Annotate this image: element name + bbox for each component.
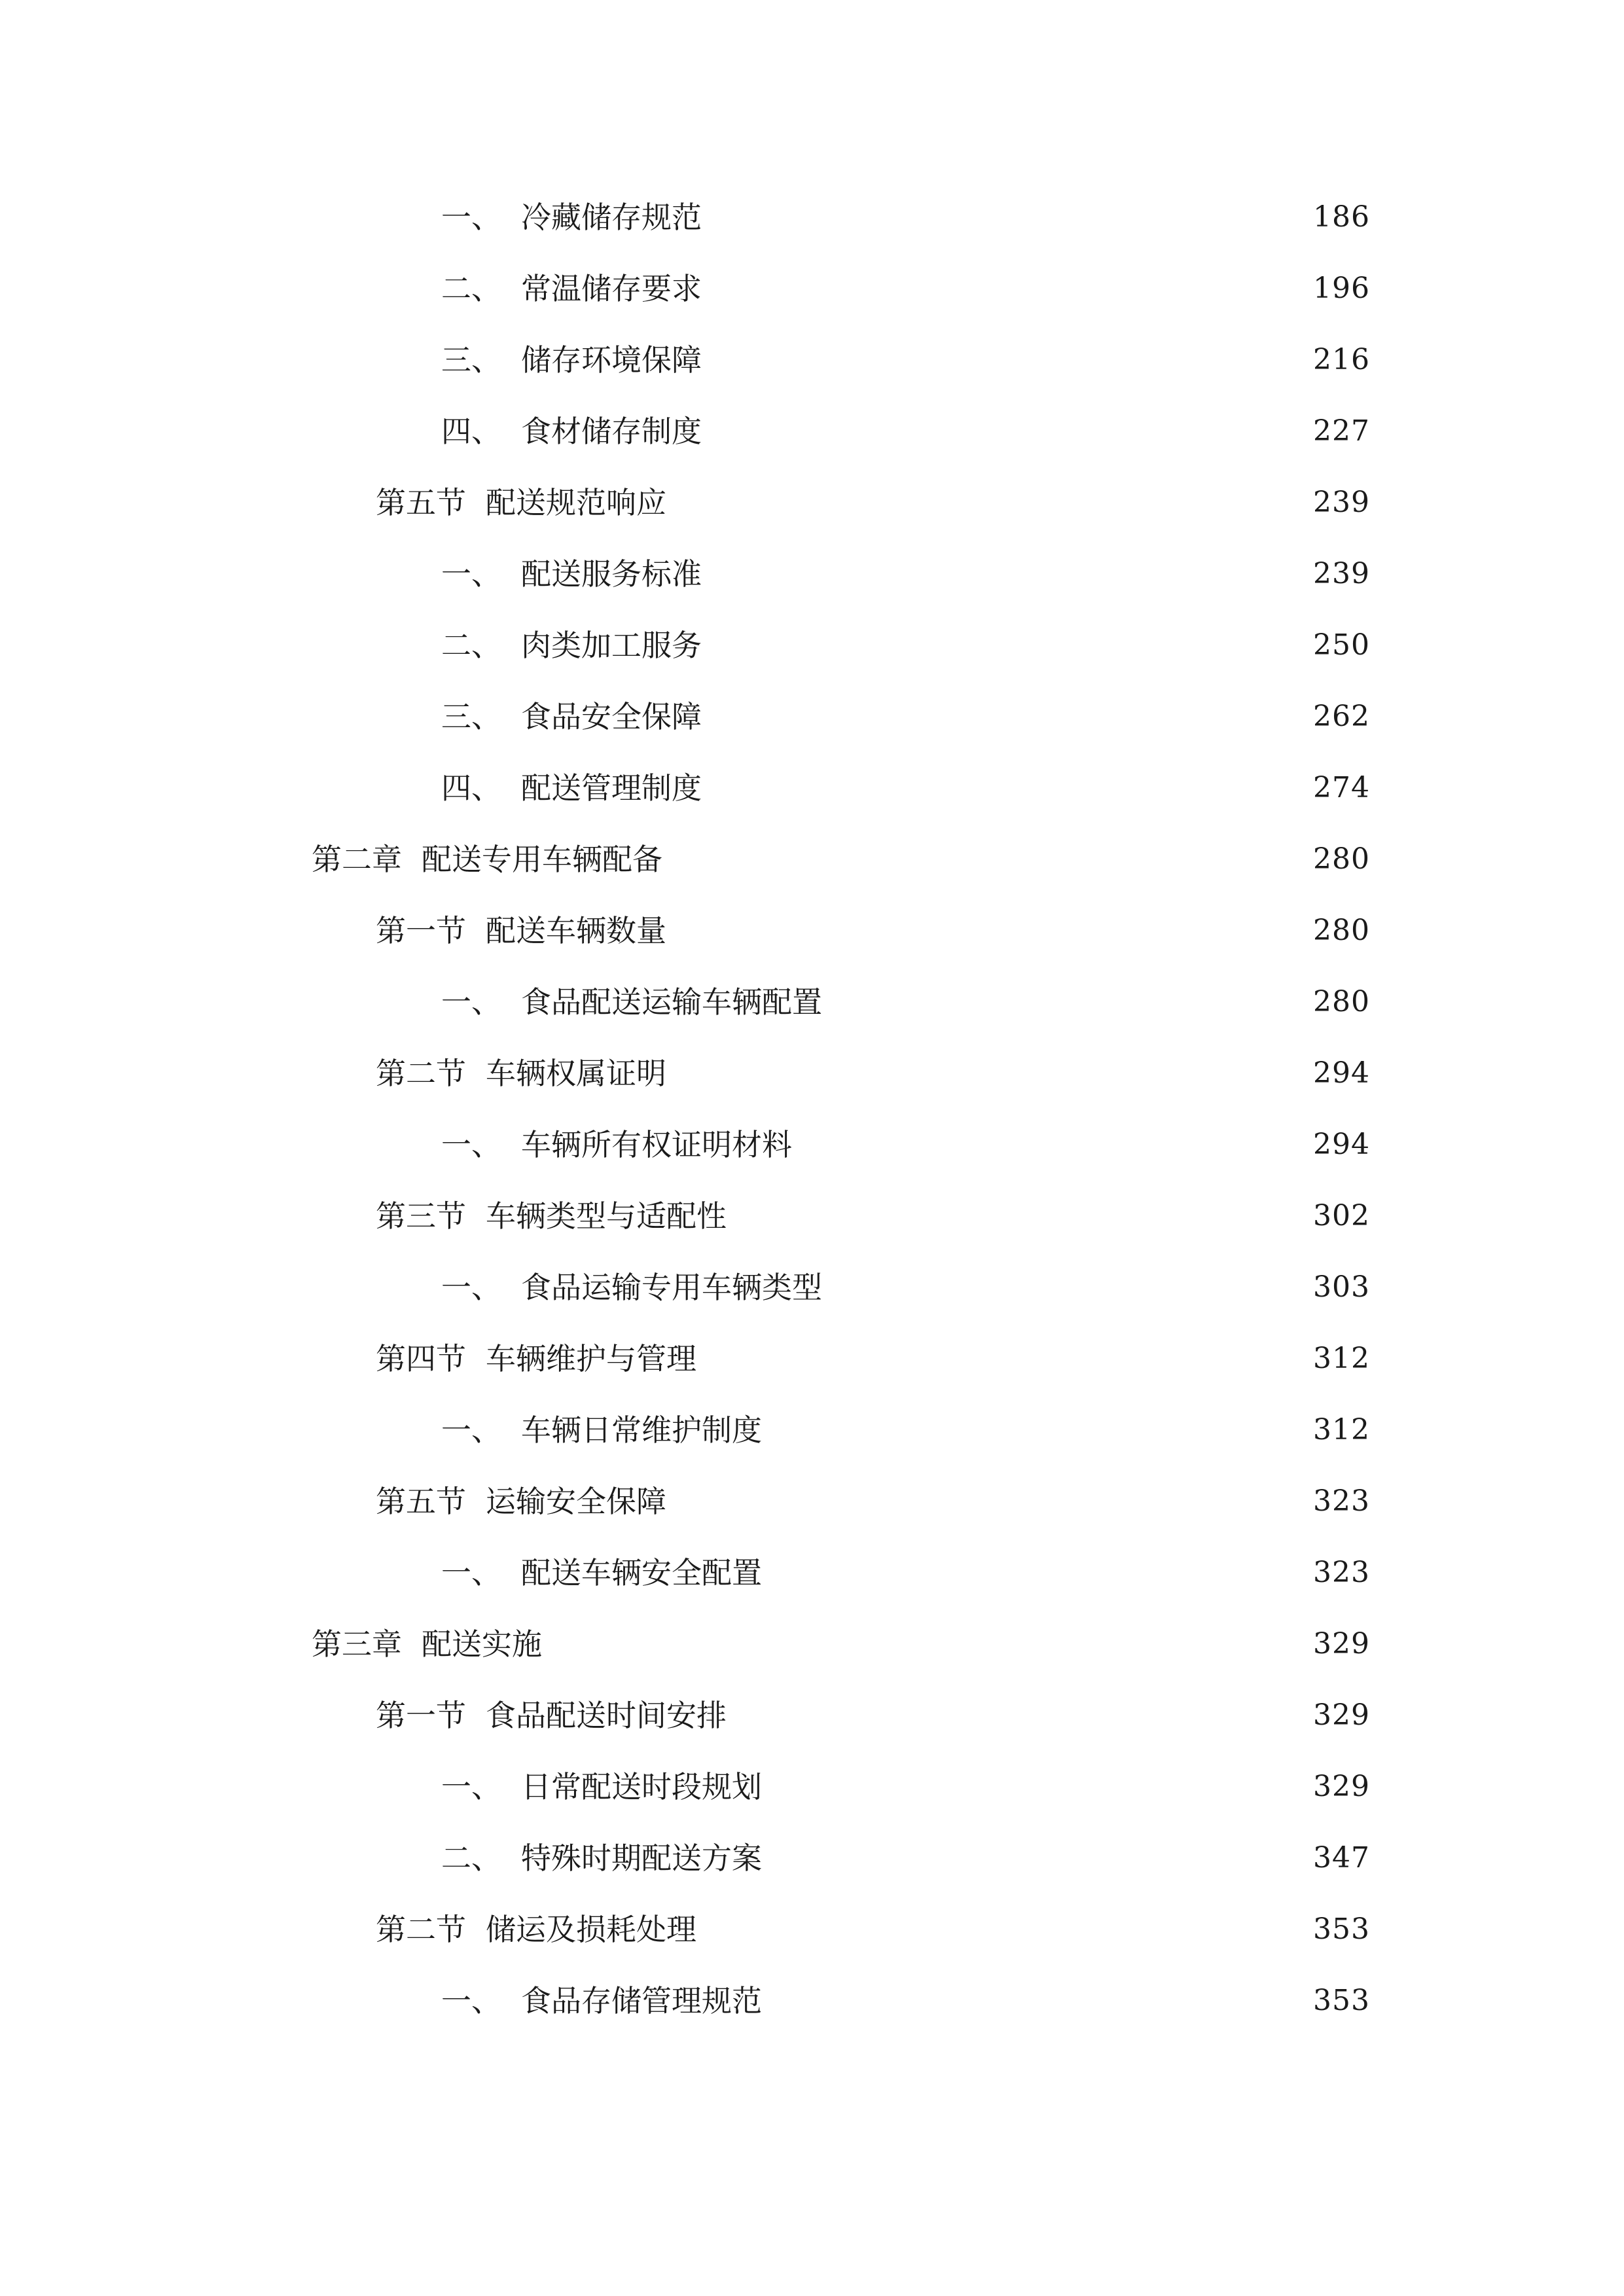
dot-leader <box>669 833 1304 886</box>
page-number: 347 <box>1313 1841 1370 1874</box>
toc-entry[interactable] <box>441 334 1370 386</box>
toc-entry[interactable] <box>441 548 1370 600</box>
page-number: 329 <box>1313 1770 1370 1803</box>
dot-leader <box>829 976 1304 1028</box>
entry-title: 配送车辆数量 <box>486 913 666 948</box>
entry-number: 第五节 <box>376 485 466 520</box>
entry-number: 第二章 <box>312 842 402 877</box>
dot-leader <box>708 691 1304 743</box>
entry-number: 第三节 <box>376 1198 466 1234</box>
page-number: 239 <box>1313 486 1370 519</box>
entry-number: 第二节 <box>376 1056 466 1091</box>
entry-title: 运输安全保障 <box>486 1484 666 1519</box>
entry-number: 一、 <box>441 1270 501 1305</box>
entry-number: 第五节 <box>376 1484 466 1519</box>
entry-number: 四、 <box>441 770 501 806</box>
toc-entry[interactable] <box>441 762 1370 814</box>
entry-number: 一、 <box>441 1983 501 2018</box>
page-number: 294 <box>1313 1128 1370 1161</box>
dot-leader <box>673 1047 1304 1100</box>
entry-number: 第一节 <box>376 1698 466 1733</box>
entry-title: 日常配送时段规划 <box>521 1769 762 1804</box>
entry-number: 一、 <box>441 200 501 235</box>
page-number: 274 <box>1313 771 1370 804</box>
toc-entry[interactable] <box>376 1475 1370 1528</box>
entry-title: 车辆权属证明 <box>486 1056 666 1091</box>
entry-title: 食品安全保障 <box>521 699 702 734</box>
dot-leader <box>733 1689 1304 1742</box>
page-number: 196 <box>1313 272 1370 305</box>
page-number: 302 <box>1313 1199 1370 1232</box>
dot-leader <box>673 905 1304 957</box>
toc-entry[interactable] <box>441 1404 1370 1456</box>
entry-title: 食材储存制度 <box>521 414 702 449</box>
entry-title: 车辆日常维护制度 <box>521 1412 762 1448</box>
page-number: 312 <box>1313 1413 1370 1446</box>
page-number: 280 <box>1313 914 1370 947</box>
page-number: 280 <box>1313 985 1370 1018</box>
entry-title: 储运及损耗处理 <box>486 1912 696 1947</box>
toc-entry[interactable] <box>312 1618 1370 1670</box>
page-number: 262 <box>1313 700 1370 733</box>
toc-entry[interactable] <box>376 1689 1370 1742</box>
entry-number: 一、 <box>441 556 501 592</box>
entry-title: 特殊时期配送方案 <box>521 1840 762 1876</box>
page-number: 294 <box>1313 1056 1370 1090</box>
entry-title: 车辆维护与管理 <box>486 1341 696 1376</box>
toc-entry[interactable] <box>441 1832 1370 1884</box>
entry-title: 储存环境保障 <box>521 342 702 378</box>
dot-leader <box>733 1190 1304 1242</box>
entry-title: 配送专用车辆配备 <box>422 842 662 877</box>
entry-title: 肉类加工服务 <box>521 628 702 663</box>
page-number: 280 <box>1313 842 1370 876</box>
dot-leader <box>708 619 1304 672</box>
page-number: 216 <box>1313 343 1370 376</box>
toc-entry[interactable] <box>441 1261 1370 1314</box>
toc-entry[interactable] <box>376 1903 1370 1956</box>
dot-leader <box>549 1618 1304 1670</box>
toc-entry[interactable] <box>312 833 1370 886</box>
entry-title: 冷藏储存规范 <box>521 200 702 235</box>
entry-number: 一、 <box>441 1412 501 1448</box>
page-number: 329 <box>1313 1627 1370 1660</box>
entry-number: 一、 <box>441 984 501 1020</box>
page-number: 312 <box>1313 1342 1370 1375</box>
dot-leader <box>708 334 1304 386</box>
page-number: 250 <box>1313 628 1370 662</box>
page-number: 323 <box>1313 1556 1370 1589</box>
dot-leader <box>703 1333 1304 1385</box>
page-number: 329 <box>1313 1698 1370 1732</box>
toc-entry[interactable] <box>376 476 1370 529</box>
entry-number: 四、 <box>441 414 501 449</box>
toc-entry[interactable] <box>441 619 1370 672</box>
dot-leader <box>708 548 1304 600</box>
entry-title: 食品配送时间安排 <box>486 1698 727 1733</box>
dot-leader <box>708 191 1304 243</box>
entry-title: 食品配送运输车辆配置 <box>521 984 822 1020</box>
entry-title: 常温储存要求 <box>521 271 702 306</box>
toc-entry[interactable] <box>441 1975 1370 2027</box>
dot-leader <box>829 1261 1304 1314</box>
toc-entry[interactable] <box>441 1761 1370 1813</box>
page-number: 353 <box>1313 1912 1370 1946</box>
dot-leader <box>768 1975 1304 2027</box>
toc-entry[interactable] <box>441 191 1370 243</box>
entry-number: 三、 <box>441 342 501 378</box>
dot-leader <box>708 405 1304 457</box>
entry-title: 配送管理制度 <box>521 770 702 806</box>
toc-entry[interactable] <box>441 691 1370 743</box>
toc-entry[interactable] <box>441 1119 1370 1171</box>
toc-entry[interactable] <box>441 1547 1370 1599</box>
toc-entry[interactable] <box>376 1047 1370 1100</box>
toc-entry[interactable] <box>441 976 1370 1028</box>
entry-title: 配送规范响应 <box>486 485 666 520</box>
entry-number: 第三章 <box>312 1626 402 1662</box>
entry-title: 车辆类型与适配性 <box>486 1198 727 1234</box>
entry-number: 二、 <box>441 628 501 663</box>
entry-number: 一、 <box>441 1555 501 1590</box>
toc-entry[interactable] <box>441 262 1370 315</box>
dot-leader <box>708 762 1304 814</box>
entry-number: 二、 <box>441 271 501 306</box>
dot-leader <box>673 476 1304 529</box>
page-number: 227 <box>1313 414 1370 448</box>
dot-leader <box>708 262 1304 315</box>
dot-leader <box>673 1475 1304 1528</box>
dot-leader <box>768 1832 1304 1884</box>
page-number: 239 <box>1313 557 1370 590</box>
page-number: 303 <box>1313 1270 1370 1304</box>
toc-entry[interactable] <box>441 405 1370 457</box>
dot-leader <box>768 1761 1304 1813</box>
entry-title: 车辆所有权证明材料 <box>521 1127 792 1162</box>
page-number: 186 <box>1313 200 1370 234</box>
dot-leader <box>799 1119 1304 1171</box>
entry-title: 配送服务标准 <box>521 556 702 592</box>
entry-number: 第二节 <box>376 1912 466 1947</box>
entry-title: 配送车辆安全配置 <box>521 1555 762 1590</box>
page-number: 353 <box>1313 1984 1370 2017</box>
toc-entry[interactable] <box>376 1333 1370 1385</box>
entry-number: 一、 <box>441 1127 501 1162</box>
entry-title: 配送实施 <box>422 1626 542 1662</box>
page-number: 323 <box>1313 1484 1370 1518</box>
entry-number: 第四节 <box>376 1341 466 1376</box>
entry-number: 三、 <box>441 699 501 734</box>
entry-title: 食品运输专用车辆类型 <box>521 1270 822 1305</box>
dot-leader <box>703 1903 1304 1956</box>
dot-leader <box>768 1547 1304 1599</box>
entry-number: 一、 <box>441 1769 501 1804</box>
dot-leader <box>768 1404 1304 1456</box>
entry-number: 二、 <box>441 1840 501 1876</box>
toc-entry[interactable] <box>376 905 1370 957</box>
toc-entry[interactable] <box>376 1190 1370 1242</box>
entry-number: 第一节 <box>376 913 466 948</box>
entry-title: 食品存储管理规范 <box>521 1983 762 2018</box>
